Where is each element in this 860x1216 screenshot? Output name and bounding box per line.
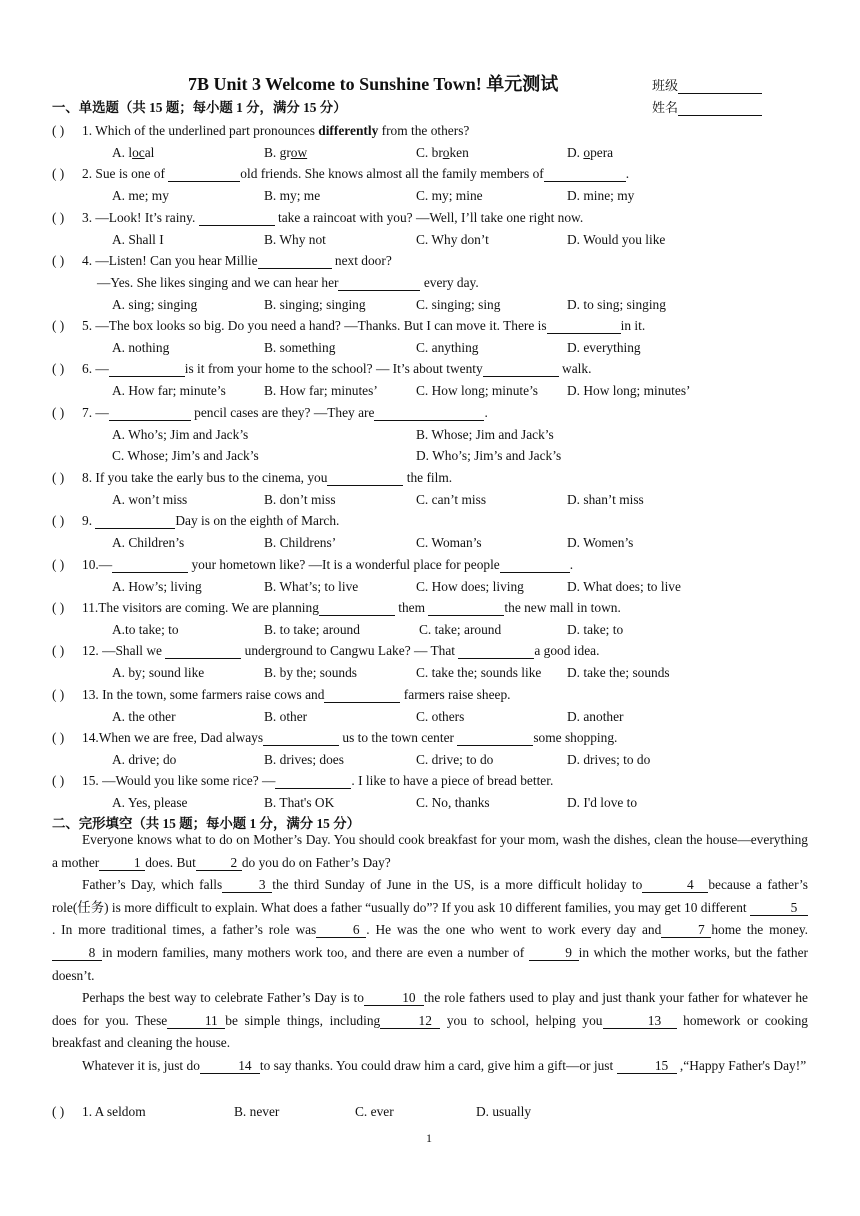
option-a[interactable]: A. drive; do <box>112 752 177 767</box>
option-d[interactable]: D. mine; my <box>567 188 635 203</box>
option-c[interactable]: C. broken <box>416 145 469 160</box>
page-number: 1 <box>426 1131 432 1145</box>
option-b[interactable]: B. by the; sounds <box>264 665 357 680</box>
option-d[interactable]: D. I'd love to <box>567 795 638 810</box>
question-stem: 2. Sue is one of old friends. She knows almost all the family members of . <box>82 166 630 181</box>
option-b[interactable]: B. Why not <box>264 232 326 247</box>
option-c[interactable]: C. singing; sing <box>416 297 501 312</box>
cloze-blank[interactable]: 15 <box>617 1058 677 1074</box>
question-stem: 14.When we are free, Dad always us to the town center some shopping. <box>82 730 618 745</box>
option-a[interactable]: A. by; sound like <box>112 665 205 680</box>
answer-paren[interactable]: ( ) <box>52 557 65 572</box>
option-d[interactable]: D. drives; to do <box>567 752 651 767</box>
cloze-blank[interactable]: 1 <box>99 855 145 871</box>
question-stem: 9. Day is on the eighth of March. <box>82 513 340 528</box>
option-d[interactable]: D. Women’s <box>567 535 634 550</box>
option-d[interactable]: D. everything <box>567 340 641 355</box>
answer-paren[interactable]: ( ) <box>52 361 65 376</box>
cloze-passage <box>52 829 808 1078</box>
cloze-blank[interactable]: 7 <box>661 922 711 938</box>
question-4-reply: —Yes. She likes singing and we can hear her every day. <box>97 275 479 290</box>
option-c[interactable]: C. drive; to do <box>416 752 494 767</box>
question-stem: 11.The visitors are coming. We are planning them the new mall in town. <box>82 600 621 615</box>
option-d[interactable]: D. usually <box>476 1104 532 1119</box>
question-stem: 10.— your hometown like? —It is a wonderful place for people . <box>82 557 574 572</box>
answer-paren[interactable]: ( ) <box>52 1104 65 1119</box>
option-b[interactable]: B. grow <box>264 145 308 160</box>
option-a[interactable]: A. nothing <box>112 340 170 355</box>
option-a[interactable]: A. won’t miss <box>112 492 188 507</box>
section2-heading: 二、完形填空（共 15 题；每小题 1 分，满分 15 分） <box>52 816 360 831</box>
question-stem: 15. —Would you like some rice? — . I like to have a piece of bread better. <box>82 773 554 788</box>
option-c[interactable]: C. anything <box>416 340 479 355</box>
cloze-blank[interactable]: 3 <box>222 877 272 893</box>
option-c[interactable]: C. Why don’t <box>416 232 489 247</box>
option-a[interactable]: A. How far; minute’s <box>112 383 226 398</box>
cloze-blank[interactable]: 2 <box>196 855 242 871</box>
option-a[interactable]: 1. A seldom <box>82 1104 146 1119</box>
option-b[interactable]: B. Whose; Jim and Jack’s <box>416 427 554 442</box>
option-c[interactable]: C. Woman’s <box>416 535 482 550</box>
question-stem: 1. Which of the underlined part pronounces differently from the others? <box>82 123 470 138</box>
cloze-paragraph-3: Perhaps the best way to celebrate Father’s Day is to 10 the role fathers used to play and just thank your father for whatever he does for you. These 11 be simple things, including 12 you to school, helping you 13 homework or cooking breakfast and cleaning the house. <box>52 990 808 1051</box>
option-a[interactable]: A. local <box>112 145 155 160</box>
option-a[interactable]: A. the other <box>112 709 176 724</box>
answer-paren[interactable]: ( ) <box>52 470 65 485</box>
cloze-blank[interactable]: 6 <box>316 922 366 938</box>
option-d[interactable]: D. take the; sounds <box>567 665 670 680</box>
page-title: 7B Unit 3 Welcome to Sunshine Town! 单元测试 <box>188 74 559 94</box>
section1-heading: 一、单选题（共 15 题；每小题 1 分，满分 15 分） <box>52 100 347 115</box>
cloze-blank[interactable]: 14 <box>200 1058 260 1074</box>
cloze-blank[interactable]: 13 <box>603 1013 677 1029</box>
option-b[interactable]: B. other <box>264 709 308 724</box>
option-c[interactable]: C. can’t miss <box>416 492 487 507</box>
option-a[interactable]: A. How’s; living <box>112 579 202 594</box>
cloze-blank[interactable]: 8 <box>52 945 102 961</box>
option-c[interactable]: C. my; mine <box>416 188 483 203</box>
answer-paren[interactable]: ( ) <box>52 643 65 658</box>
option-b[interactable]: B. How far; minutes’ <box>264 383 378 398</box>
option-b[interactable]: B. something <box>264 340 336 355</box>
option-c[interactable]: C. take; around <box>419 622 502 637</box>
question-stem: 5. —The box looks so big. Do you need a hand? —Thanks. But I can move it. There is in it. <box>82 318 646 333</box>
option-b[interactable]: B. Childrens’ <box>264 535 337 550</box>
answer-paren[interactable]: ( ) <box>52 730 65 745</box>
option-b[interactable]: B. to take; around <box>264 622 360 637</box>
option-b[interactable]: B. don’t miss <box>264 492 336 507</box>
option-d[interactable]: D. another <box>567 709 624 724</box>
answer-paren[interactable]: ( ) <box>52 210 65 225</box>
answer-paren[interactable]: ( ) <box>52 405 65 420</box>
option-b[interactable]: B. What’s; to live <box>264 579 359 594</box>
cloze-paragraph-4: Whatever it is, just do 14 to say thanks. You could draw him a card, give him a gift—or just 15 ,“Happy Father's Day!” <box>82 1057 807 1073</box>
option-b[interactable]: B. singing; singing <box>264 297 366 312</box>
option-a[interactable]: A. Who’s; Jim and Jack’s <box>112 427 249 442</box>
option-d[interactable]: D. to sing; singing <box>567 297 666 312</box>
question-stem: 4. —Listen! Can you hear Millie next door? <box>82 253 392 268</box>
class-field[interactable] <box>652 75 762 94</box>
option-a[interactable]: A. Children’s <box>112 535 185 550</box>
cloze-blank[interactable]: 4 <box>642 877 708 893</box>
option-b[interactable]: B. That's OK <box>264 795 335 810</box>
option-b[interactable]: B. never <box>234 1104 280 1119</box>
option-d[interactable]: D. shan’t miss <box>567 492 644 507</box>
cloze-blank[interactable]: 5 <box>750 900 808 916</box>
option-c[interactable]: C. Whose; Jim’s and Jack’s <box>112 448 259 463</box>
class-label: 班级 <box>652 78 679 93</box>
answer-paren[interactable]: ( ) <box>52 773 65 788</box>
answer-paren[interactable]: ( ) <box>52 253 65 268</box>
option-a[interactable]: A. me; my <box>112 188 169 203</box>
cloze-paragraph-2: Father’s Day, which falls 3 the third Sunday of June in the US, is a more difficult holiday to 4 because a father’s role(任务) is more difficult to explain. What does a father “usually do”? If you ask 10 different families, you may get 10 different 5. In more traditional times, a father’s role was 6 . He was the one who went to work every day and 7 home the money. 8 in modern families, many mothers work too, and there are even a number of 9 in which the mother works, but the father doesn’t. <box>52 877 809 983</box>
cloze-blank[interactable]: 11 <box>167 1013 225 1029</box>
cloze-paragraph-1: Everyone knows what to do on Mother’s Day. You should cook breakfast for your mom, wash the dishes, clean the house—everything a mother 1 does. But 2 do you do on Father’s Day? <box>52 832 808 870</box>
option-c[interactable]: C. take the; sounds like <box>416 665 542 680</box>
option-c[interactable]: C. ever <box>355 1104 394 1119</box>
option-a[interactable]: A. Yes, please <box>112 795 188 810</box>
option-c[interactable]: C. How long; minute’s <box>416 383 539 398</box>
option-d[interactable]: D. Who’s; Jim’s and Jack’s <box>416 448 562 463</box>
option-c[interactable]: C. How does; living <box>416 579 524 594</box>
option-d[interactable]: D. What does; to live <box>567 579 681 594</box>
option-a[interactable]: A. Shall I <box>112 232 164 247</box>
answer-paren[interactable]: ( ) <box>52 166 65 181</box>
option-c[interactable]: C. No, thanks <box>416 795 490 810</box>
answer-paren[interactable]: ( ) <box>52 318 65 333</box>
option-d[interactable]: D. How long; minutes’ <box>567 383 691 398</box>
question-stem: 8. If you take the early bus to the cinema, you the film. <box>82 470 453 485</box>
cloze-blank[interactable]: 10 <box>364 990 424 1006</box>
question-stem: 3. —Look! It’s rainy. take a raincoat with you? —Well, I’ll take one right now. <box>82 210 584 225</box>
answer-paren[interactable]: ( ) <box>52 123 65 138</box>
answer-paren[interactable]: ( ) <box>52 513 65 528</box>
question-stem: 7. — pencil cases are they? —They are . <box>82 405 488 420</box>
option-d[interactable]: D. opera <box>567 145 614 160</box>
question-stem: 13. In the town, some farmers raise cows and farmers raise sheep. <box>82 687 511 702</box>
question-stem: 6. — is it from your home to the school? — It’s about twenty walk. <box>82 361 592 376</box>
answer-paren[interactable]: ( ) <box>52 687 65 702</box>
option-a[interactable]: A. sing; singing <box>112 297 198 312</box>
option-c[interactable]: C. others <box>416 709 465 724</box>
option-d[interactable]: D. take; to <box>567 622 624 637</box>
answer-paren[interactable]: ( ) <box>52 600 65 615</box>
question-stem: 12. —Shall we underground to Cangwu Lake? — That a good idea. <box>82 643 600 658</box>
option-b[interactable]: B. drives; does <box>264 752 344 767</box>
name-field[interactable] <box>652 97 762 116</box>
option-b[interactable]: B. my; me <box>264 188 321 203</box>
cloze-blank[interactable]: 9 <box>529 945 579 961</box>
cloze-blank[interactable]: 12 <box>380 1013 440 1029</box>
option-d[interactable]: D. Would you like <box>567 232 666 247</box>
option-a[interactable]: A.to take; to <box>112 622 179 637</box>
name-label: 姓名 <box>652 100 679 115</box>
